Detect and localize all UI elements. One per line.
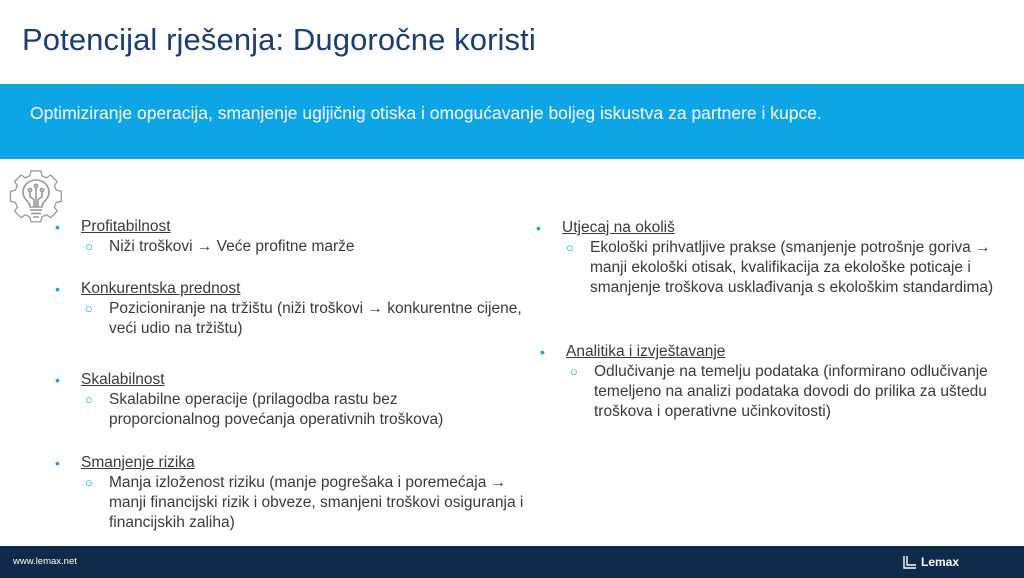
banner-text: Optimiziranje operacija, smanjenje ugljičnig otiska i omogućavanje boljeg iskustva za partnere i kupce. <box>30 103 822 123</box>
item-text: Odlučivanje na temelju podataka (informirano odlučivanje temeljeno na analizi podataka dovodi do prilika za uštedu troškova i operativne učinkovitosti) <box>594 363 988 420</box>
bullet-icon: • <box>55 455 60 471</box>
bullet-icon: • <box>55 372 60 388</box>
lemax-logo <box>903 553 959 571</box>
footer-url: www.lemax.net <box>13 556 77 567</box>
item-heading: Smanjenje rizika <box>81 454 195 471</box>
item-heading: Analitika i izvještavanje <box>566 343 726 360</box>
item-heading: Konkurentska prednost <box>81 280 241 297</box>
list-item <box>55 217 525 257</box>
item-text: Manja izloženost riziku (manje pogrešaka i poremećaja → manji financijski rizik i obveze, smanjeni troškovi osiguranja i financijskih zaliha) <box>109 474 524 531</box>
list-item <box>536 218 1006 298</box>
bullet-icon: • <box>55 281 60 297</box>
item-text: Pozicioniranje na tržištu (niži troškovi → konkurentne cijene, veći udio na tržištu) <box>109 300 522 337</box>
list-item <box>540 342 1010 422</box>
circle-bullet-icon: ○ <box>85 239 93 254</box>
slide-title: Potencijal rješenja: Dugoročne koristi <box>22 22 536 57</box>
bullet-icon: • <box>540 344 545 360</box>
list-item <box>55 453 525 533</box>
item-text: Skalabilne operacije (prilagodba rastu bez proporcionalnog povećanja operativnih troškova) <box>109 391 444 428</box>
list-item <box>55 370 505 430</box>
bullet-icon: • <box>536 220 541 236</box>
item-heading: Skalabilnost <box>81 371 165 388</box>
item-text: Niži troškovi → Veće profitne marže <box>109 238 355 255</box>
footer-bar <box>0 546 1024 578</box>
circle-bullet-icon: ○ <box>570 364 578 379</box>
lemax-logo-icon <box>903 555 917 569</box>
list-item <box>55 279 525 339</box>
circle-bullet-icon: ○ <box>85 392 93 407</box>
item-heading: Utjecaj na okoliš <box>562 219 675 236</box>
circle-bullet-icon: ○ <box>85 475 93 490</box>
logo-text: Lemax <box>921 555 960 569</box>
bullet-icon: • <box>55 219 60 235</box>
circle-bullet-icon: ○ <box>566 240 574 255</box>
item-heading: Profitabilnost <box>81 218 171 235</box>
item-text: Ekološki prihvatljive prakse (smanjenje potrošnje goriva → manji ekološki otisak, kvalifikacija za ekološke poticaje i smanjenje troškova usklađivanja s ekološkim standardima) <box>590 239 994 296</box>
circle-bullet-icon: ○ <box>85 301 93 316</box>
